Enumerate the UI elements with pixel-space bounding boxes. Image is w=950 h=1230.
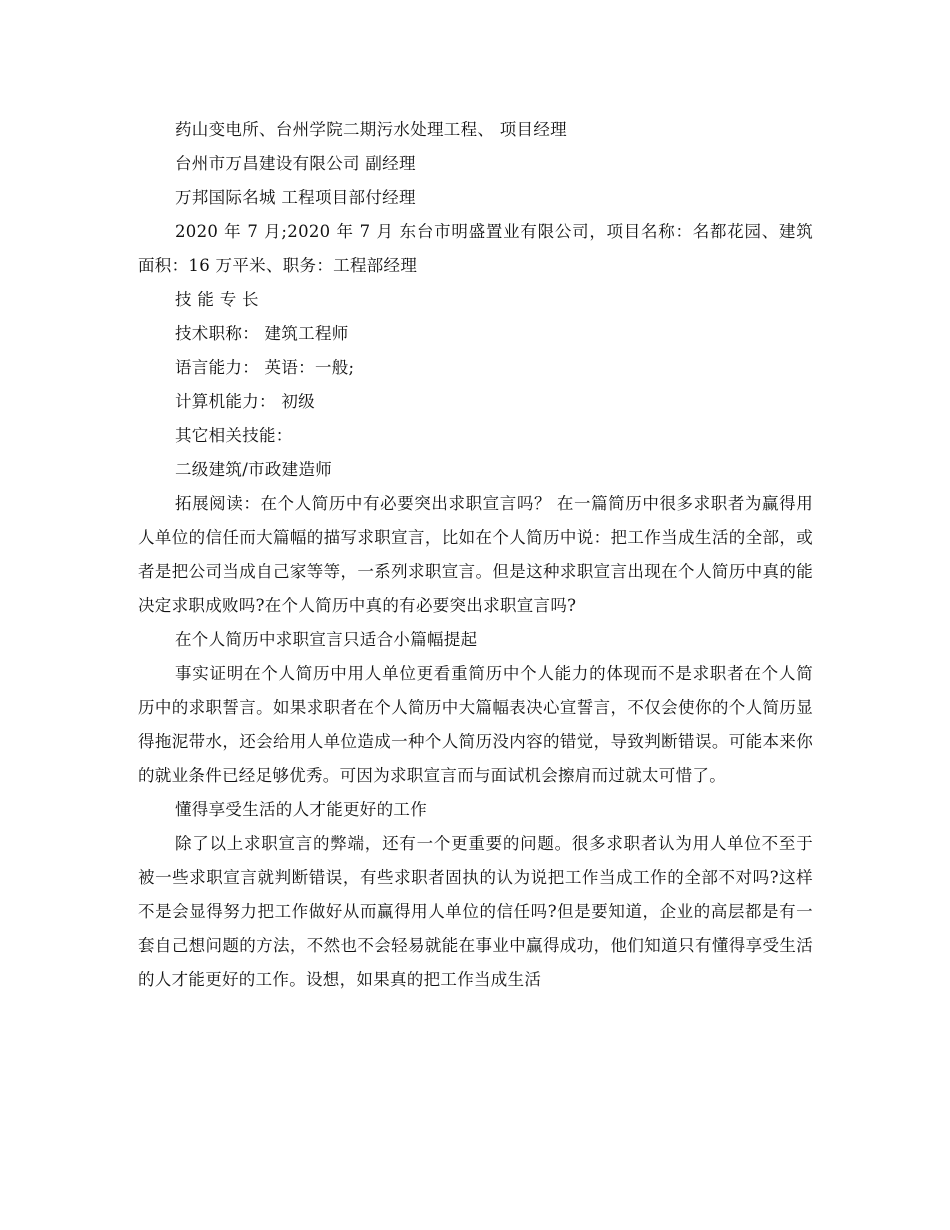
paragraph-extended-reading: 拓展阅读：在个人简历中有必要突出求职宣言吗？ 在一篇简历中很多求职者为赢得用人单位的信任而大篇幅的描写求职宣言，比如在个人简历中说：把工作当成生活的全部，或者是把公司当成自己家等等，一系列求职宣言。但是这种求职宣言出现在个人简历中真的能决定求职成败吗?在个人简历中真的有必要突出求职宣言吗? — [138, 494, 813, 615]
paragraph-project-list: 药山变电所、台州学院二期污水处理工程、 项目经理 — [175, 120, 567, 139]
section-heading-skills: 技 能 专 长 — [175, 290, 259, 309]
paragraph-wanbang-city: 万邦国际名城 工程项目部付经理 — [175, 188, 416, 207]
paragraph-company-wanchang: 台州市万昌建设有限公司 副经理 — [175, 154, 416, 173]
paragraph-language-ability: 语言能力： 英语：一般; — [175, 358, 355, 377]
subheading-small-declaration: 在个人简历中求职宣言只适合小篇幅提起 — [175, 630, 478, 649]
paragraph-other-skills: 其它相关技能： — [175, 426, 293, 445]
paragraph-constructor-certificate: 二级建筑/市政建造师 — [175, 460, 333, 479]
document-body — [138, 113, 813, 997]
subheading-enjoy-life: 懂得享受生活的人才能更好的工作 — [175, 800, 427, 819]
paragraph-more-important-issue: 除了以上求职宣言的弊端，还有一个更重要的问题。很多求职者认为用人单位不至于被一些求职宣言就判断错误，有些求职者固执的认为说把工作当成工作的全部不对吗?这样不是会显得努力把工作做好从而赢得用人单位的信任吗?但是要知道，企业的高层都是有一套自己想问题的方法，不然也不会轻易就能在事业中赢得成功，他们知道只有懂得享受生活的人才能更好的工作。设想，如果真的把工作当成生活 — [138, 834, 813, 989]
paragraph-computer-ability: 计算机能力： 初级 — [175, 392, 315, 411]
paragraph-technical-title: 技术职称： 建筑工程师 — [175, 324, 349, 343]
paragraph-work-experience-2020: 2020 年 7 月;2020 年 7 月 东台市明盛置业有限公司，项目名称：名都花园、建筑面积：16 万平米、职务：工程部经理 — [138, 222, 813, 275]
paragraph-facts-prove: 事实证明在个人简历中用人单位更看重简历中个人能力的体现而不是求职者在个人简历中的求职誓言。如果求职者在个人简历中大篇幅表决心宣誓言，不仅会使你的个人简历显得拖泥带水，还会给用人单位造成一种个人简历没内容的错觉，导致判断错误。可能本来你的就业条件已经足够优秀。可因为求职宣言而与面试机会擦肩而过就太可惜了。 — [138, 664, 813, 785]
